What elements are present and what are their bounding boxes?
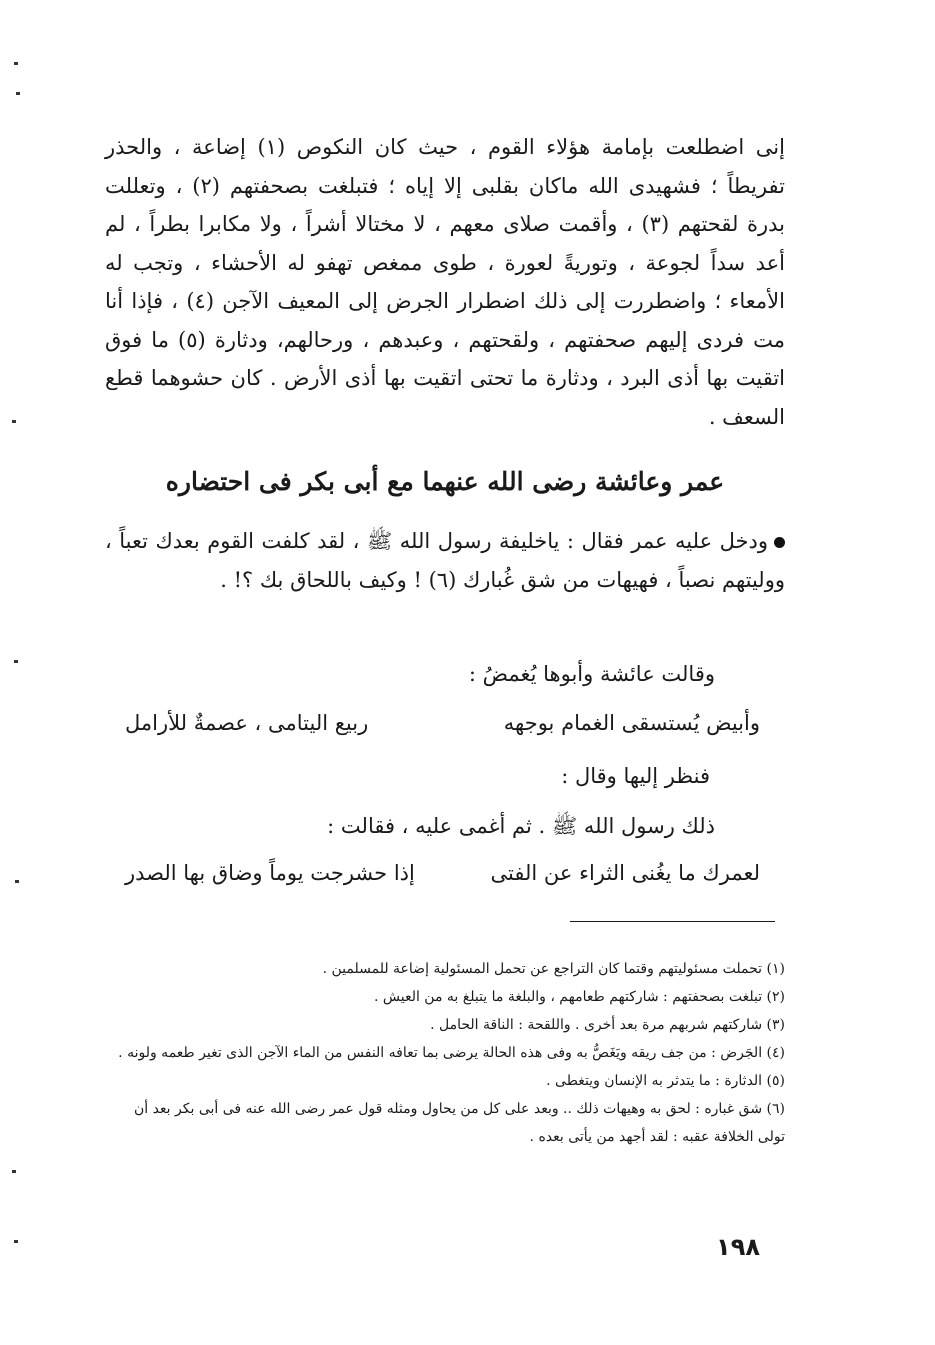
paragraph-omar — [105, 522, 785, 599]
footnote-4: (٤) الجَرض : من جف ريقه ويَغَصُّ به وفى هذه الحالة يرضى بما تعافه النفس من الماء الآجن الذى تغير طعمه ولونه . — [118, 1045, 785, 1061]
scan-speck — [16, 92, 20, 95]
aisha-said-line: وقالت عائشة وأبوها يُغمضُ : — [468, 662, 715, 686]
footnote-3: (٣) شاركتهم شربهم مرة بعد أخرى . واللقحة : الناقة الحامل . — [430, 1017, 785, 1033]
paragraph-omar-text: ودخل عليه عمر فقال : ياخليفة رسول الله ﷺ ، لقد كلفت القوم بعدك تعباً ، ووليتهم نصباً ، فهيهات من شق غُبارك (٦) ! وكيف باللحاق بك ؟! . — [105, 529, 785, 592]
verse1-first-hemistich: وأبيض يُستسقى الغمام بوجهه — [503, 711, 760, 735]
verse2-second-hemistich: إذا حشرجت يوماً وضاق بها الصدر — [125, 861, 415, 885]
footnote-5: (٥) الدثارة : ما يتدثر به الإنسان ويتغطى . — [546, 1073, 785, 1089]
scan-speck — [12, 420, 16, 423]
page-number: ١٩٨ — [716, 1233, 760, 1261]
he-looked-line: فنظر إليها وقال : — [561, 764, 710, 788]
section-heading: عمر وعائشة رضى الله عنهما مع أبى بكر فى احتضاره — [165, 467, 725, 496]
footnotes — [105, 955, 785, 1151]
that-is-line: ذلك رسول الله ﷺ . ثم أغمى عليه ، فقالت : — [327, 814, 715, 838]
paragraph-speech: إنى اضطلعت بإمامة هؤلاء القوم ، حيث كان النكوص (١) إضاعة ، والحذر تفريطاً ؛ فشهيدى الله ماكان بقلبى إلا إياه ؛ فتبلغت بصحفتهم (٢) ، وتعللت بدرة لقحتهم (٣) ، وأقمت صلاى معهم ، لا مختالا أشراً ، ولا مكابرا بطراً ، لم أعد سداً لجوعة ، وتوريةً لعورة ، طوى ممغص تهفو له الأحشاء ، وتجب له الأمعاء ؛ واضطررت إلى ذلك اضطرار الجرض إلى المعيف الآجن (٤) ، فإذا أنا مت فردى إليهم صحفتهم ، ولقحتهم ، وعبدهم ، ورحالهم، ودثارة (٥) ما فوق اتقيت بها أذى البرد ، ودثارة ما تحتى اتقيت بها أذى الأرض . كان حشوهما قطع السعف . — [105, 135, 786, 429]
scan-speck — [14, 660, 18, 663]
scan-speck — [12, 1170, 16, 1173]
scan-speck — [14, 62, 18, 65]
footnote-6: (٦) شق غباره : لحق به وهيهات ذلك .. وبعد على كل من يحاول ومثله قول عمر رضى الله عنه فى أبى بكر بعد أن تولى الخلافة عقبه : لقد أجهد من يأتى بعده . — [133, 1101, 785, 1145]
bullet-icon — [774, 537, 785, 548]
scan-speck — [14, 1240, 18, 1243]
scan-speck — [15, 880, 19, 883]
footnote-2: (٢) تبلغت بصحفتهم : شاركتهم طعامهم ، والبلغة ما يتبلغ به من العيش . — [373, 989, 785, 1005]
verse2-first-hemistich: لعمرك ما يغُنى الثراء عن الفتى — [490, 861, 760, 885]
footnote-1: (١) تحملت مسئوليتهم وقتما كان التراجع عن تحمل المسئولية إضاعة للمسلمين . — [322, 961, 785, 977]
verse1-second-hemistich: ربيع اليتامى ، عصمةٌ للأرامل — [125, 711, 369, 735]
footnote-separator — [570, 921, 775, 922]
